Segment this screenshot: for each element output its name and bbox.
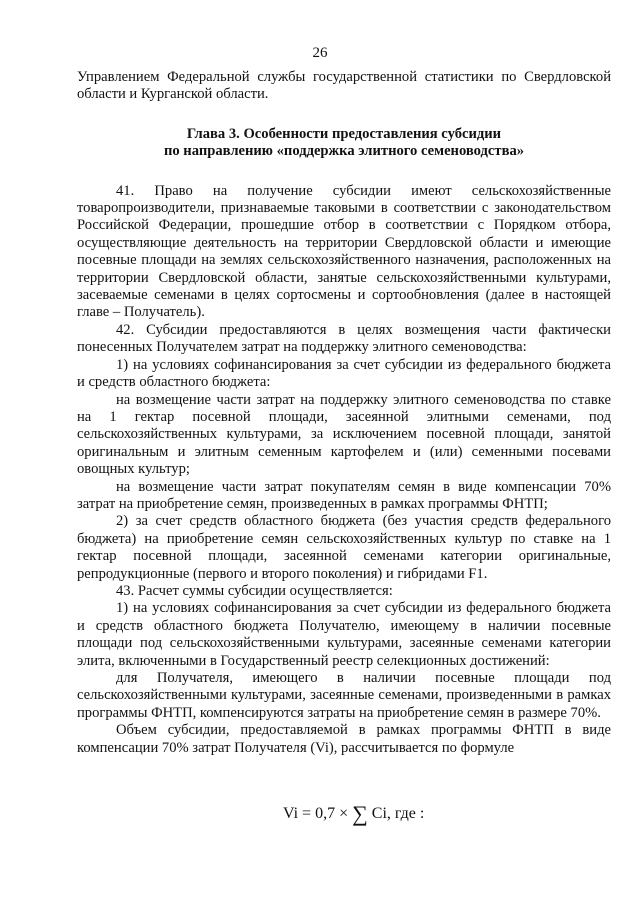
paragraph-42: 42. Субсидии предоставляются в целях возмещения части фактически понесенных Получателем затрат на поддержку элитного семеноводства: <box>77 321 611 356</box>
intro-paragraph: Управлением Федеральной службы государственной статистики по Свердловской области и Курганской области. <box>77 69 611 103</box>
paragraph-43: 43. Расчет суммы субсидии осуществляется: <box>116 582 393 599</box>
paragraph-42-item-1: 1) на условиях софинансирования за счет субсидии из федерального бюджета и средств областного бюджета: <box>77 356 611 391</box>
formula-rhs: Ci, где : <box>371 805 425 822</box>
chapter-title-line-1: Глава 3. Особенности предоставления субсидии <box>186 125 502 142</box>
page-content <box>77 69 611 757</box>
paragraph-41: 41. Право на получение субсидии имеют сельскохозяйственные товаропроизводители, признаваемые таковыми в соответствии с законодательством Российской Федерации, прошедшие отбор в соответствии с Порядком отбора, осуществляющие деятельность на территории Свердловской области и имеющие посевные площади на землях сельскохозяйственного назначения, расположенных на территории Свердловской области, занятые сельскохозяйственными культурами, засеваемые семенами в целях сортосмены и сортообновления (далее в настоящей главе – Получатель). <box>77 182 611 321</box>
paragraph-42-item-1a: на возмещение части затрат на поддержку элитного семеноводства по ставке на 1 гектар посевной площади, засеянной элитными семенами, под сельскохозяйственных культурами, за исключением посевной площади, занятой оригинальным и элитным семенным картофелем и (или) семенными посевами овощных культур; <box>77 391 611 478</box>
sigma-symbol: ∑ <box>352 801 368 826</box>
chapter-title-line-2: по направлению «поддержка элитного семеноводства» <box>163 143 525 160</box>
paragraph-43-item-1a: для Получателя, имеющего в наличии посевные площади под сельскохозяйственными культурами, засеянные семенами, произведенными в рамках программы ФНТП, компенсируются затраты на приобретение семян в размере 70%. <box>77 670 611 721</box>
paragraph-43-item-1: 1) на условиях софинансирования за счет субсидии из федерального бюджета и средств областного бюджета Получателю, имеющему в наличии посевные площади под сельскохозяйственными культурами, засеянные семенами категории элита, включенными в Государственный реестр селекционных достижений: <box>77 600 611 669</box>
paragraph-43-formula-intro: Объем субсидии, предоставляемой в рамках программы ФНТП в виде компенсации 70% затрат Получателя (Vi), рассчитывается по формуле <box>77 722 611 756</box>
page-number: 26 <box>312 45 328 61</box>
paragraph-42-item-2: 2) за счет средств областного бюджета (без участия средств федерального бюджета) на приобретение семян сельскохозяйственных культур по ставке на 1 гектар посевной площади, засеянной семенами категории оригинальные, репродукционные (первого и второго поколения) и гибридами F1. <box>77 513 611 582</box>
paragraph-42-item-1b: на возмещение части затрат покупателям семян в виде компенсации 70% затрат на приобретение семян, произведенных в рамках программы ФНТП; <box>77 478 611 512</box>
subsidy-formula <box>283 801 425 826</box>
formula-lhs: Vi = 0,7 × <box>283 805 349 822</box>
